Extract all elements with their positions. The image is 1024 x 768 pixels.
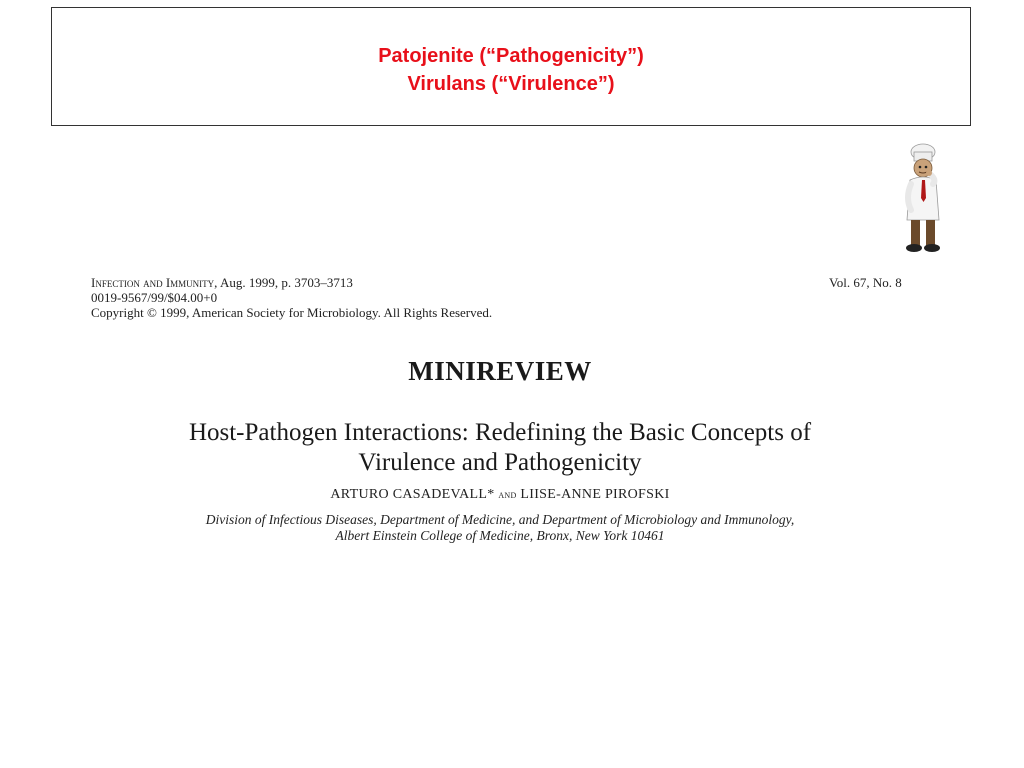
affiliation-line2: Albert Einstein College of Medicine, Bronx, New York 10461 <box>335 528 665 543</box>
journal-citation <box>91 275 492 290</box>
paper-title <box>0 418 1000 478</box>
affiliation-line1: Division of Infectious Diseases, Department of Medicine, and Department of Microbiology and Immunology, <box>205 512 795 527</box>
slide-title-box <box>51 7 971 126</box>
thinking-doctor-icon <box>897 140 957 256</box>
affiliation <box>0 512 1000 544</box>
author-1: ARTURO CASADEVALL* <box>330 487 495 502</box>
journal-metadata <box>91 275 492 320</box>
author-list <box>0 487 1000 503</box>
paper-title-line2: Virulence and Pathogenicity <box>358 449 642 476</box>
journal-copyright: Copyright © 1999, American Society for Microbiology. All Rights Reserved. <box>91 305 493 320</box>
journal-issn: 0019-9567/99/$04.00+0 <box>91 290 218 305</box>
slide-title-line2: Virulans (“Virulence”) <box>407 73 615 95</box>
author-conjunction: and <box>498 489 517 501</box>
slide-title-line1: Patojenite (“Pathogenicity”) <box>378 45 644 67</box>
journal-name: Infection and Immunity <box>91 275 215 290</box>
author-2: LIISE-ANNE PIROFSKI <box>520 487 670 502</box>
journal-volume: Vol. 67, No. 8 <box>829 275 902 290</box>
paper-title-line1: Host-Pathogen Interactions: Redefining the Basic Concepts of <box>188 419 812 446</box>
section-heading: MINIREVIEW <box>408 356 592 386</box>
journal-citation-details: , Aug. 1999, p. 3703–3713 <box>214 275 353 290</box>
